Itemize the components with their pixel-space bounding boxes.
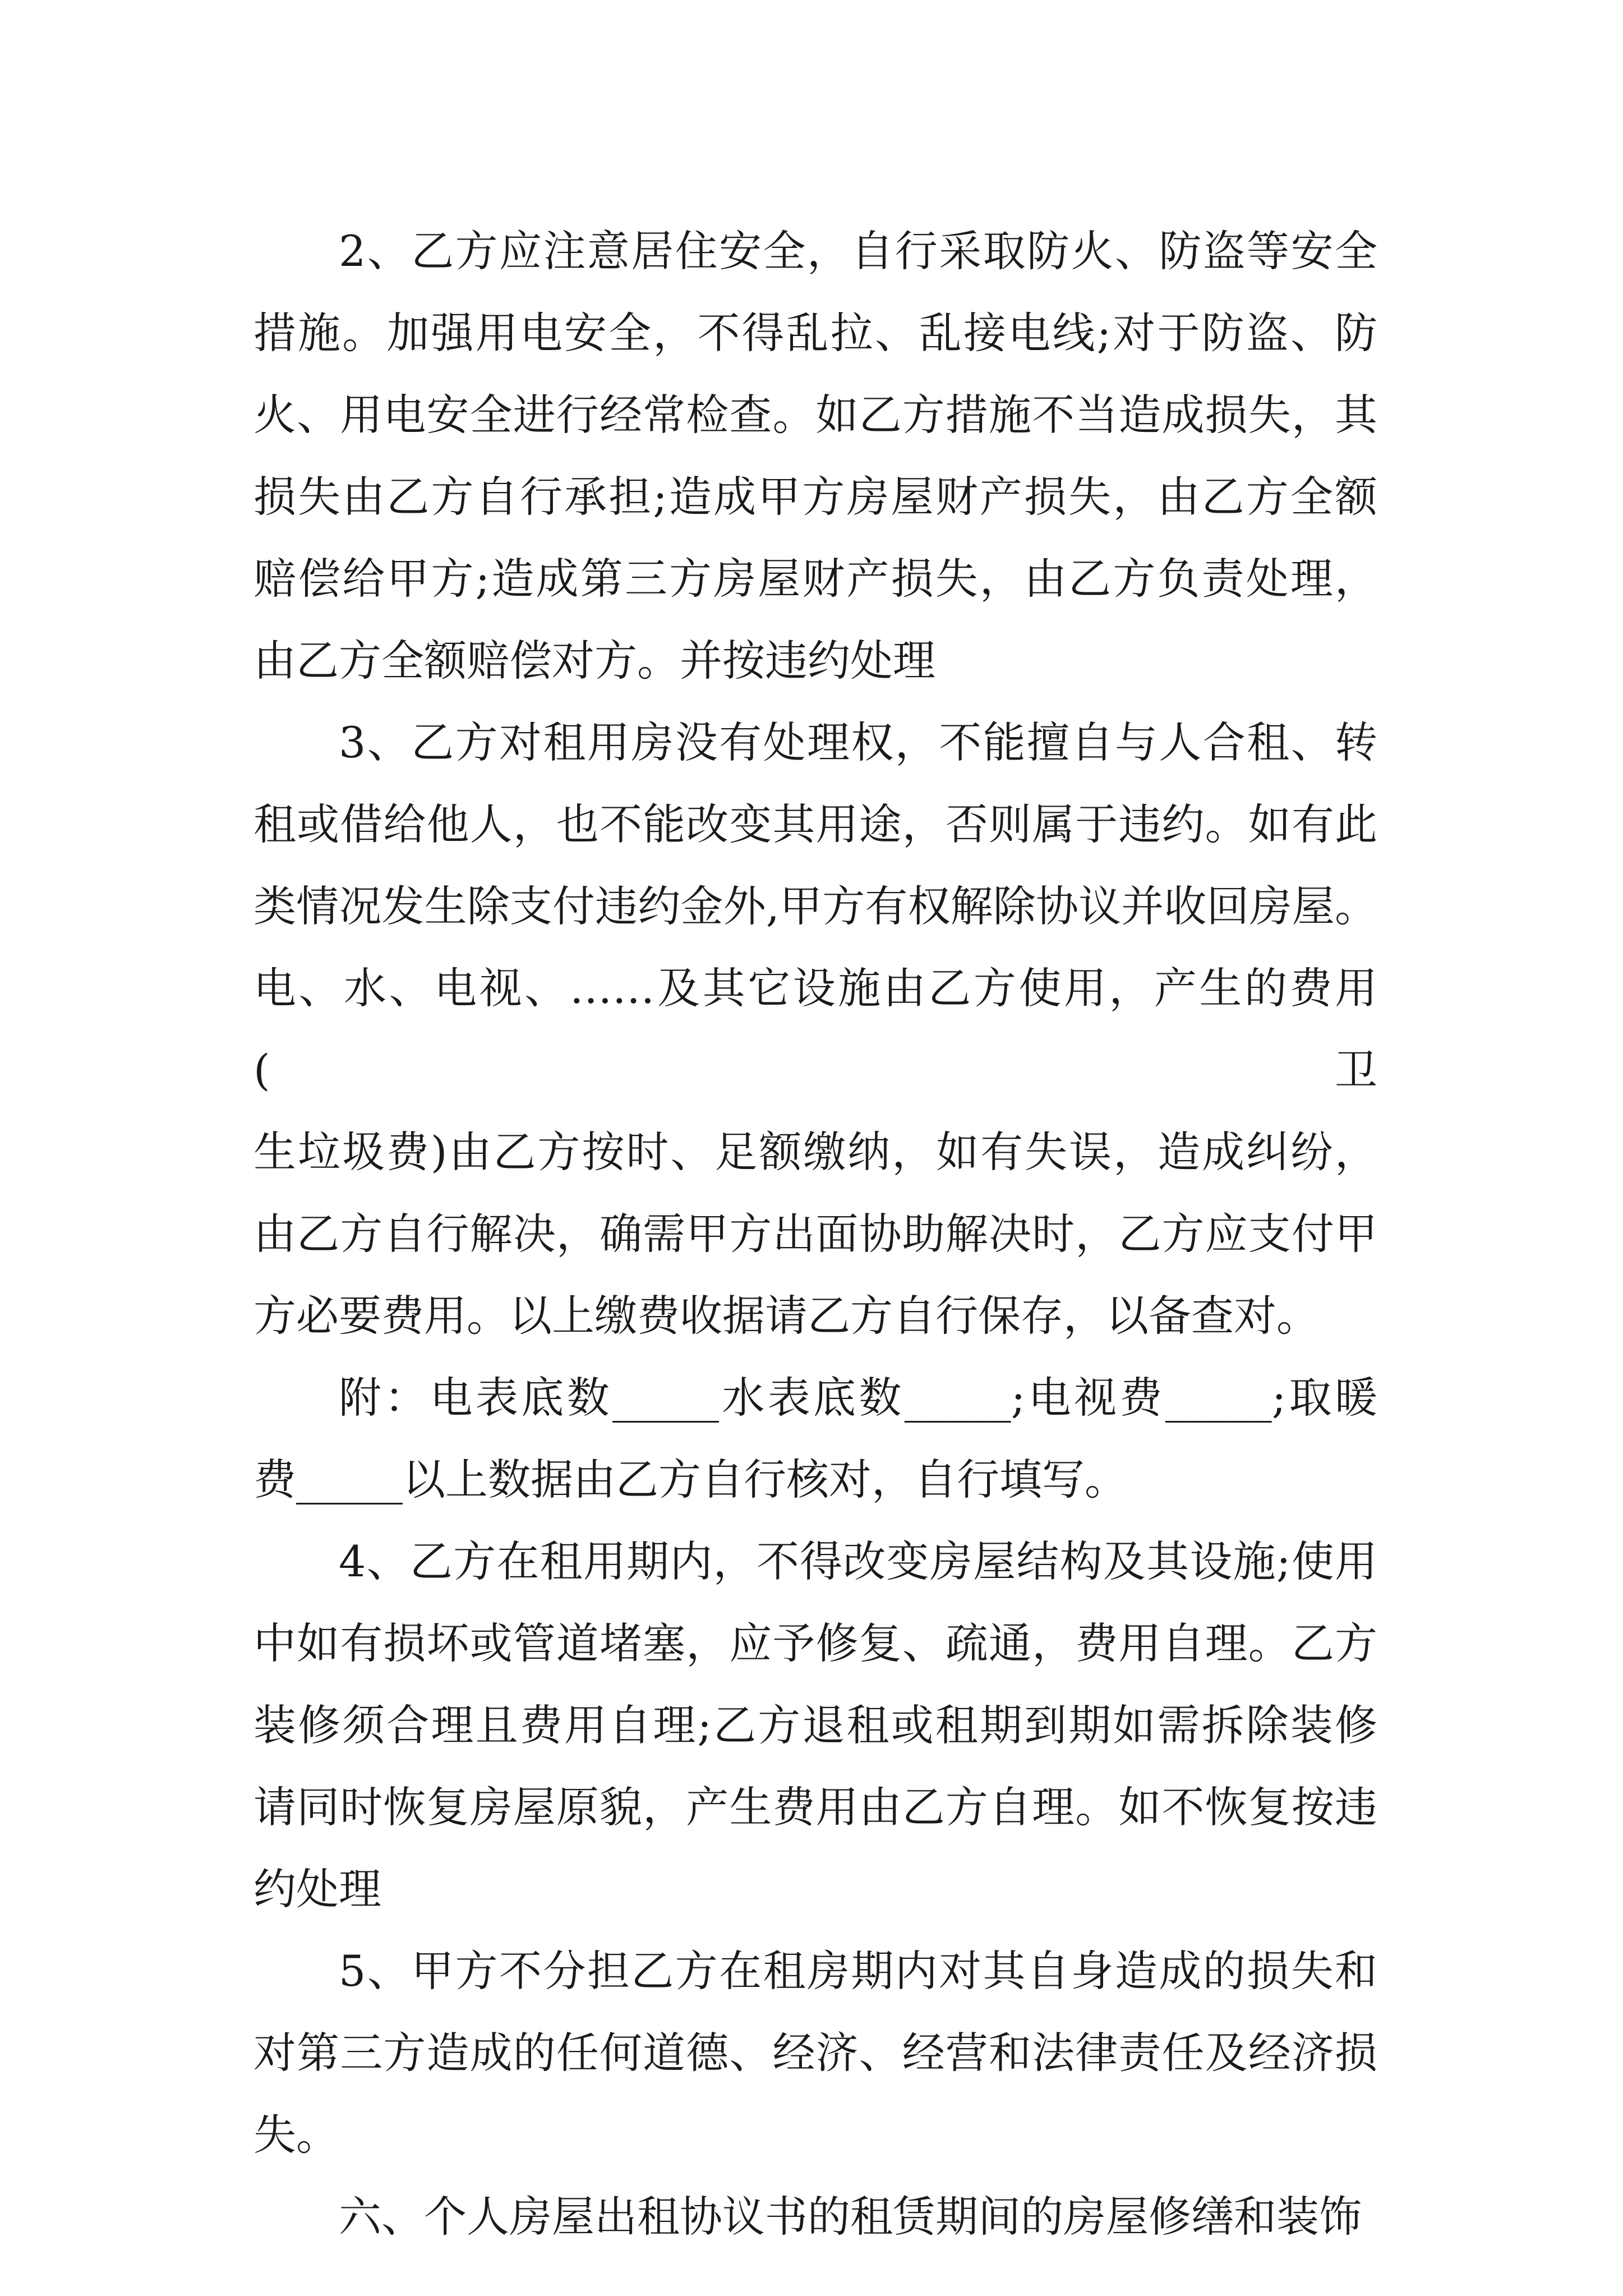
text-line: 4、乙方在租用期内，不得改变房屋结构及其设施;使用 [339,1536,1377,1586]
clause-3-paragraph [253,702,1377,1357]
text-line: 约处理 [253,1864,381,1914]
text-line: 装修须合理且费用自理;乙方退租或租期到期如需拆除装修 [253,1700,1377,1750]
text-line: 2、乙方应注意居住安全，自行采取防火、防盗等安全 [339,226,1377,276]
section-6-heading [253,2176,1377,2258]
text-line: 电、水、电视、……及其它设施由乙方使用，产生的费用(卫 [253,963,1377,1095]
text-line: 中如有损坏或管道堵塞，应予修复、疏通，费用自理。乙方 [253,1618,1377,1668]
text-line: 5、甲方不分担乙方在租房期内对其自身造成的损失和 [339,1946,1377,1996]
document-body [253,210,1377,2258]
clause-5-paragraph [253,1930,1377,2176]
text-line: 方必要费用。以上缴费收据请乙方自行保存，以备查对。 [253,1291,1319,1341]
text-line: 赔偿给甲方;造成第三方房屋财产损失，由乙方负责处理， [253,554,1377,604]
text-line: 请同时恢复房屋原貌，产生费用由乙方自理。如不恢复按违 [253,1782,1377,1832]
text-line: 失。 [253,2110,339,2160]
text-line: 类情况发生除支付违约金外,甲方有权解除协议并收回房屋。 [253,881,1377,931]
text-line: 租或借给他人，也不能改变其用途，否则属于违约。如有此 [253,799,1377,849]
text-line: 火、用电安全进行经常检查。如乙方措施不当造成损失，其 [253,390,1377,440]
text-line: 费_____以上数据由乙方自行核对，自行填写。 [253,1455,1127,1504]
text-line: 3、乙方对租用房没有处理权，不能擅自与人合租、转 [339,717,1377,767]
text-line: 损失由乙方自行承担;造成甲方房屋财产损失，由乙方全额 [253,472,1377,522]
text-line: 对第三方造成的任何道德、经济、经营和法律责任及经济损 [253,2028,1377,2078]
text-line: 由乙方全额赔偿对方。并按违约处理 [253,636,935,685]
clause-4-paragraph [253,1521,1377,1930]
appendix-paragraph [253,1357,1377,1521]
text-line: 措施。加强用电安全，不得乱拉、乱接电线;对于防盗、防 [253,308,1377,358]
text-line: 附：电表底数_____水表底数_____;电视费_____;取暖 [339,1373,1377,1423]
text-line: 由乙方自行解决，确需甲方出面协助解决时，乙方应支付甲 [253,1209,1377,1259]
clause-2-paragraph [253,210,1377,702]
text-line: 六、个人房屋出租协议书的租赁期间的房屋修缮和装饰 [339,2192,1362,2242]
text-line: 生垃圾费)由乙方按时、足额缴纳，如有失误，造成纠纷， [253,1127,1377,1177]
